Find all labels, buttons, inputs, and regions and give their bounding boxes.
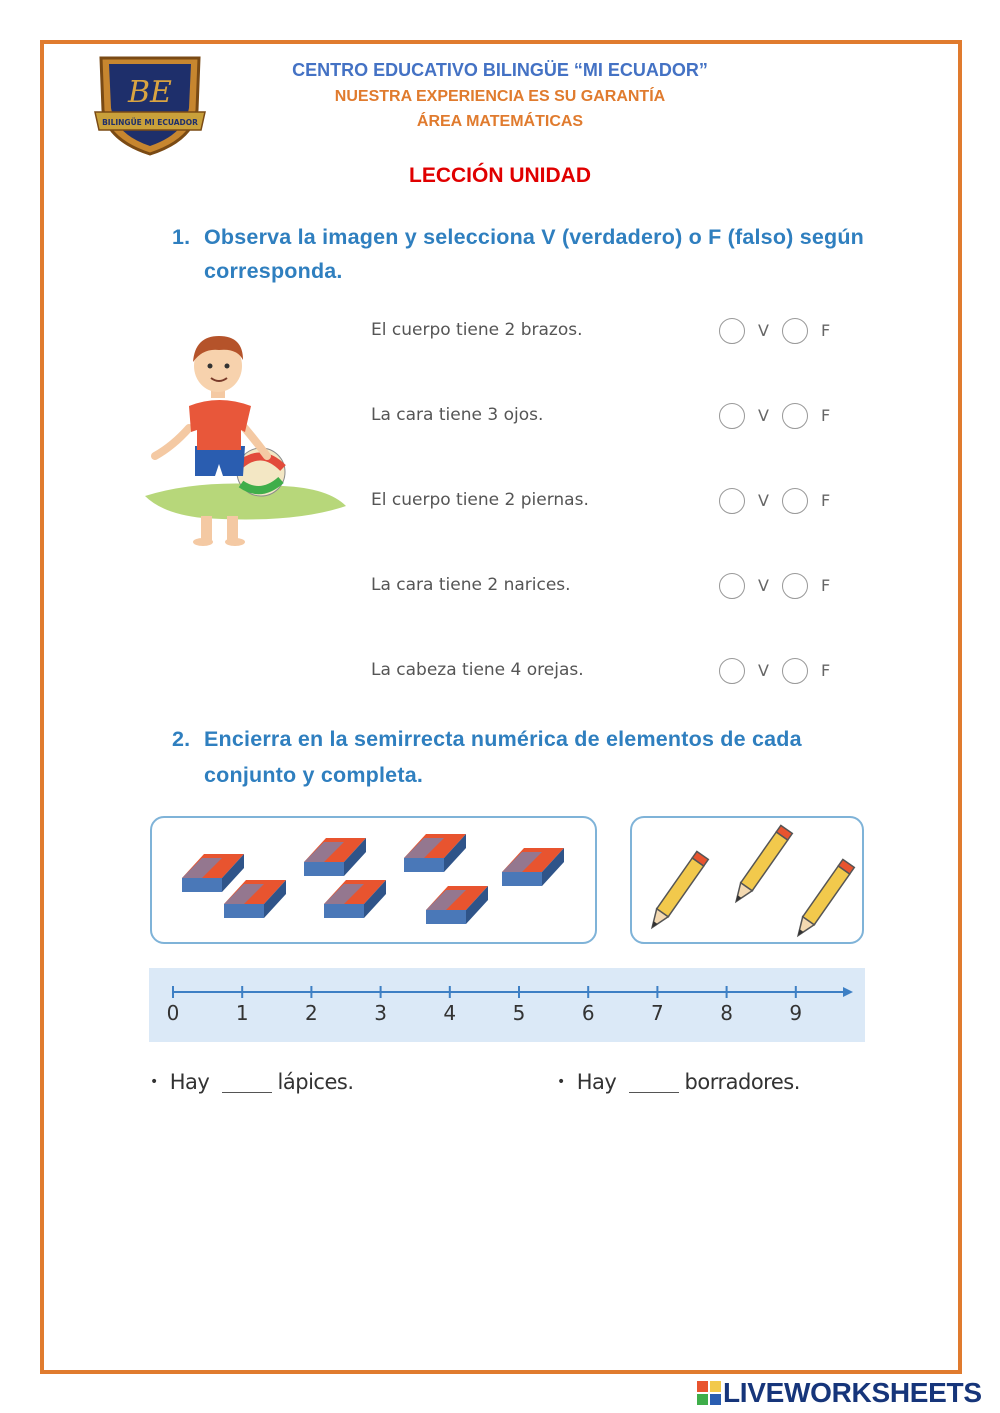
- school-motto: NUESTRA EXPERIENCIA ES SU GARANTÍA: [334, 88, 666, 105]
- erasers-answer-blank[interactable]: [629, 1068, 679, 1093]
- false-label: F: [821, 576, 831, 595]
- true-label: V: [758, 321, 769, 340]
- number-line-label[interactable]: 9: [789, 1001, 803, 1025]
- true-radio[interactable]: [719, 658, 745, 684]
- question-2-number: 2.: [172, 727, 191, 751]
- erasers-set-box: [150, 816, 597, 944]
- number-line-label[interactable]: 1: [235, 1001, 249, 1025]
- lesson-title: LECCIÓN UNIDAD: [409, 164, 591, 187]
- pencils-set-box: [630, 816, 864, 944]
- statement-text: La cabeza tiene 4 orejas.: [371, 660, 584, 680]
- fill-blank-pencils: [150, 1068, 354, 1094]
- number-line-label[interactable]: 2: [305, 1001, 318, 1025]
- true-radio[interactable]: [719, 318, 745, 344]
- false-label: F: [821, 661, 831, 680]
- number-line-label[interactable]: 7: [651, 1001, 664, 1025]
- crest-banner: BILINGÜE MI ECUADOR: [102, 118, 198, 127]
- bullet: •: [557, 1074, 565, 1090]
- number-line-label[interactable]: 3: [374, 1001, 387, 1025]
- false-label: F: [821, 491, 831, 510]
- false-radio[interactable]: [782, 573, 808, 599]
- true-label: V: [758, 661, 769, 680]
- number-line-label[interactable]: 6: [581, 1001, 595, 1025]
- question-2-title: [172, 721, 862, 793]
- pencils-answer-blank[interactable]: [222, 1068, 272, 1093]
- true-label: V: [758, 491, 769, 510]
- liveworksheets-logo-icon: [697, 1381, 721, 1405]
- number-line-label[interactable]: 0: [166, 1001, 180, 1025]
- pencils-label: lápices.: [277, 1070, 354, 1094]
- subject-area: ÁREA MATEMÁTICAS: [416, 113, 584, 130]
- false-label: F: [821, 321, 831, 340]
- false-label: F: [821, 406, 831, 425]
- erasers-illustration: [152, 818, 595, 942]
- false-radio[interactable]: [782, 318, 808, 344]
- statement-text: La cara tiene 3 ojos.: [371, 405, 544, 425]
- hay-label: Hay: [169, 1070, 210, 1094]
- false-radio[interactable]: [782, 658, 808, 684]
- hay-label: Hay: [576, 1070, 617, 1094]
- true-label: V: [758, 576, 769, 595]
- erasers-label: borradores.: [684, 1070, 800, 1094]
- bullet: •: [150, 1074, 158, 1090]
- true-radio[interactable]: [719, 403, 745, 429]
- crest-initials: BE: [128, 75, 172, 110]
- true-label: V: [758, 406, 769, 425]
- statement-text: El cuerpo tiene 2 piernas.: [371, 490, 589, 510]
- question-2-text: Encierra en la semirrecta numérica de elementos de cada conjunto y completa.: [204, 727, 802, 787]
- number-line-label[interactable]: 8: [720, 1001, 733, 1025]
- question-1-number: 1.: [172, 225, 191, 249]
- pencils-illustration: [632, 818, 862, 942]
- liveworksheets-brand[interactable]: LIVEWORKSHEETS: [723, 1377, 982, 1408]
- statement-text: La cara tiene 2 narices.: [371, 575, 571, 595]
- statement-text: El cuerpo tiene 2 brazos.: [371, 320, 583, 340]
- school-crest-logo: [93, 50, 207, 156]
- true-radio[interactable]: [719, 488, 745, 514]
- fill-blank-erasers: [557, 1068, 800, 1094]
- question-1-text: Observa la imagen y selecciona V (verdadero) o F (falso) según corresponda.: [204, 225, 865, 283]
- true-radio[interactable]: [719, 573, 745, 599]
- number-line-label[interactable]: 5: [512, 1001, 526, 1025]
- boy-illustration: [143, 328, 348, 550]
- false-radio[interactable]: [782, 403, 808, 429]
- school-name: CENTRO EDUCATIVO BILINGÜE “MI ECUADOR”: [292, 60, 708, 80]
- question-1-title: [172, 220, 872, 288]
- false-radio[interactable]: [782, 488, 808, 514]
- number-line-label[interactable]: 4: [443, 1001, 457, 1025]
